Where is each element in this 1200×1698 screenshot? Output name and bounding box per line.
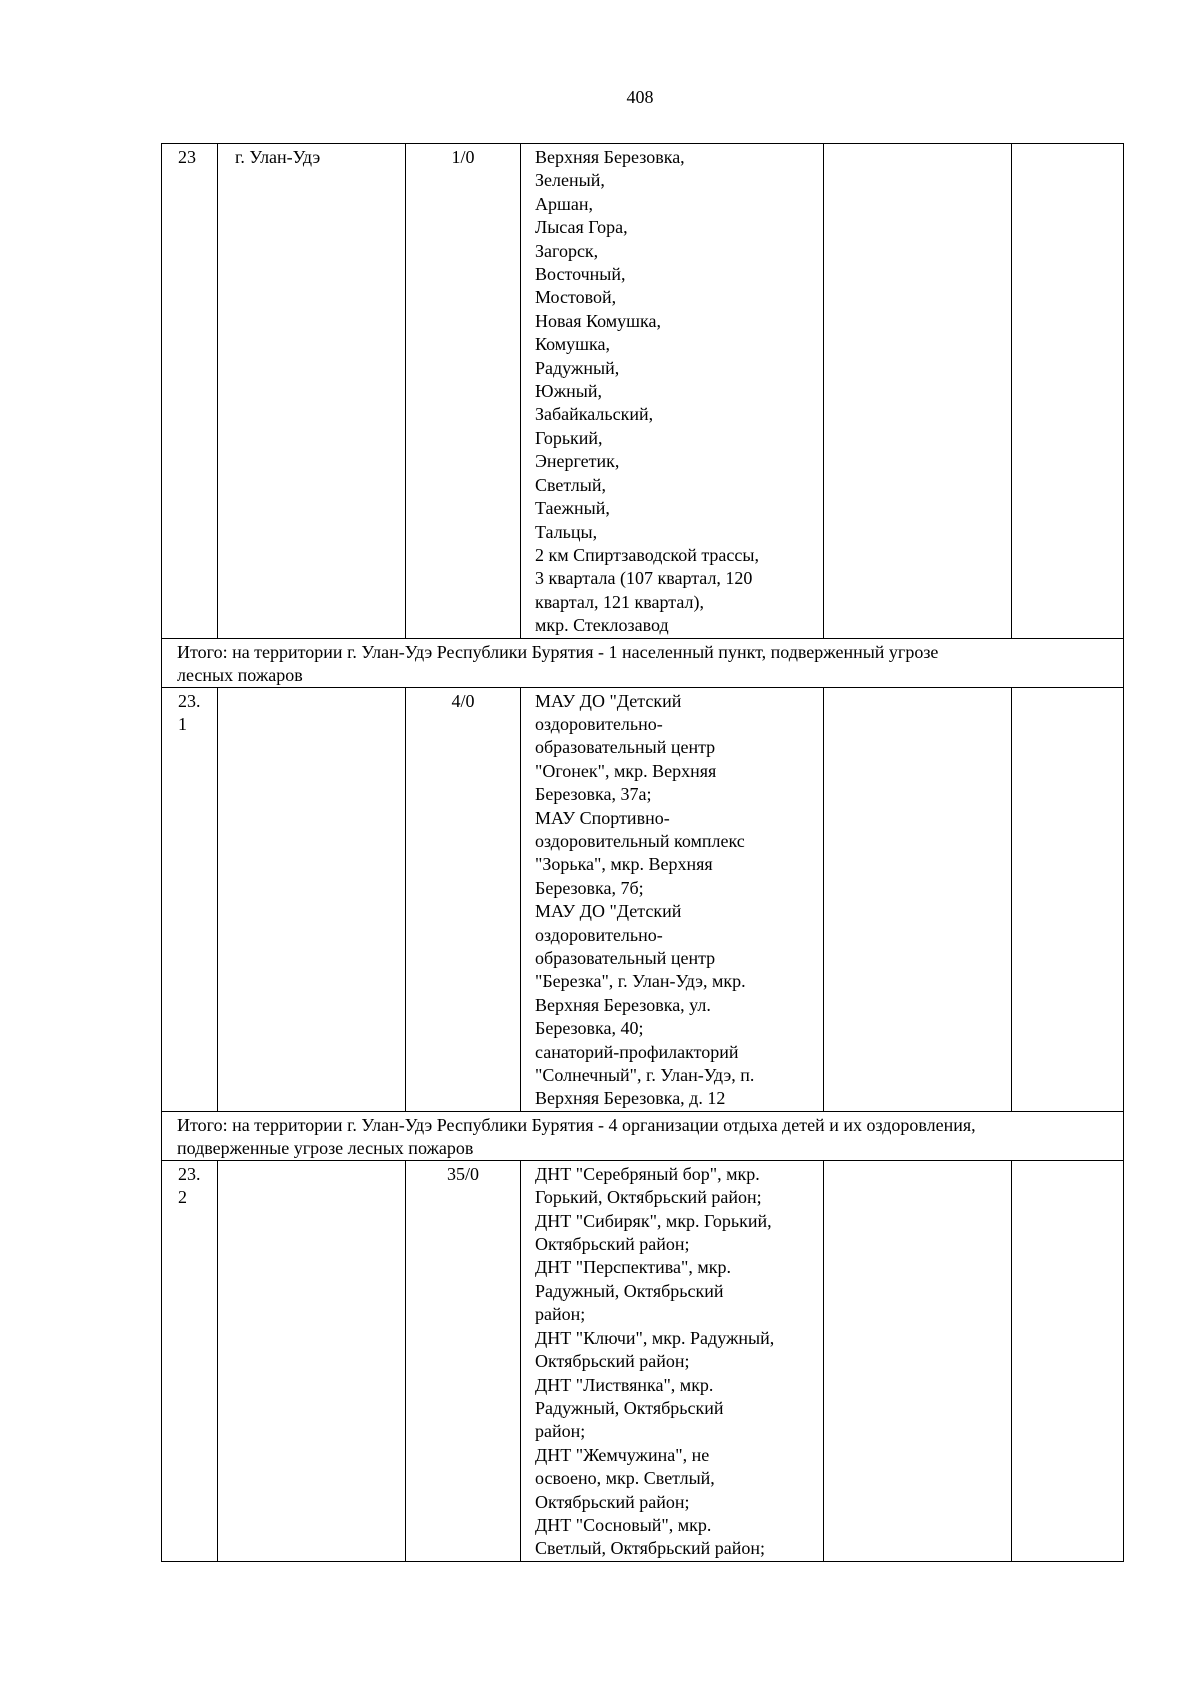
total-text	[162, 1111, 1124, 1160]
list-item: район;	[535, 1421, 586, 1442]
table-row	[162, 1160, 1124, 1561]
row-number	[162, 1160, 218, 1561]
list-item: Верхняя Березовка, д. 12	[535, 1088, 726, 1109]
list-item: ДНТ "Жемчужина", не	[535, 1444, 710, 1465]
list-item: ДНТ "Серебряный бор", мкр.	[535, 1163, 760, 1184]
list-item: Горький, Октябрьский район;	[535, 1187, 762, 1208]
list-item: ДНТ "Перспектива", мкр.	[535, 1257, 731, 1278]
list-item: ДНТ "Ключи", мкр. Радужный,	[535, 1327, 775, 1348]
list-item: Светлый, Октябрьский район;	[535, 1538, 766, 1559]
list-item: Октябрьский район;	[535, 1491, 690, 1512]
list-item: МАУ Спортивно-	[535, 807, 670, 828]
list-item: Верхняя Березовка,	[535, 147, 685, 167]
total-line: Итого: на территории г. Улан-Удэ Республики Бурятия - 1 населенный пункт, подверженный угрозе	[177, 641, 939, 662]
list-item: "Огонек", мкр. Верхняя	[535, 760, 717, 781]
empty-cell	[824, 687, 1012, 1111]
table-row	[162, 144, 1124, 639]
list-item: Радужный, Октябрьский	[535, 1397, 724, 1418]
list-item: оздоровительно-	[535, 924, 663, 945]
list-item: Южный,	[535, 381, 603, 402]
row-number	[162, 687, 218, 1111]
table-row	[162, 687, 1124, 1111]
list-item: Светлый,	[535, 474, 607, 495]
total-line: Итого: на территории г. Улан-Удэ Республики Бурятия - 4 организации отдыха детей и их оздоровления,	[177, 1114, 976, 1135]
count-value: 4/0	[406, 687, 521, 1111]
list-item: район;	[535, 1304, 586, 1325]
list-item: Зеленый,	[535, 170, 605, 191]
total-line: подверженные угрозе лесных пожаров	[177, 1137, 474, 1158]
list-item: Радужный, Октябрьский	[535, 1280, 724, 1301]
list-item: оздоровительный комплекс	[535, 830, 745, 851]
objects-list	[521, 1160, 824, 1561]
empty-cell	[824, 144, 1012, 639]
list-item: Березовка, 40;	[535, 1018, 644, 1039]
list-item: Октябрьский район;	[535, 1351, 690, 1372]
list-item: Березовка, 7б;	[535, 877, 644, 898]
total-row	[162, 1111, 1124, 1160]
registry-table	[161, 143, 1124, 1562]
list-item: МАУ ДО "Детский	[535, 690, 682, 711]
locality-name	[218, 1160, 406, 1561]
locality-name: г. Улан-Удэ	[218, 144, 406, 639]
list-item: ДНТ "Сибиряк", мкр. Горький,	[535, 1210, 772, 1231]
list-item: квартал, 121 квартал),	[535, 591, 704, 612]
empty-cell	[1012, 144, 1124, 639]
list-item: "Солнечный", г. Улан-Удэ, п.	[535, 1065, 755, 1086]
total-row	[162, 638, 1124, 687]
page-number: 408	[626, 87, 654, 107]
list-item: Таежный,	[535, 498, 610, 519]
list-item: "Березка", г. Улан-Удэ, мкр.	[535, 971, 746, 992]
list-item: Загорск,	[535, 240, 599, 261]
locality-name	[218, 687, 406, 1111]
list-item: ДНТ "Листвянка", мкр.	[535, 1374, 714, 1395]
empty-cell	[1012, 1160, 1124, 1561]
list-item: МАУ ДО "Детский	[535, 901, 682, 922]
objects-list	[521, 687, 824, 1111]
list-item: 3 квартала (107 квартал, 120	[535, 568, 753, 589]
list-item: Верхняя Березовка, ул.	[535, 994, 711, 1015]
objects-list	[521, 144, 824, 639]
count-value: 35/0	[406, 1160, 521, 1561]
list-item: мкр. Стеклозавод	[535, 615, 669, 636]
list-item: Радужный,	[535, 357, 620, 378]
list-item: оздоровительно-	[535, 713, 663, 734]
list-item: Лысая Гора,	[535, 217, 628, 238]
list-item: ДНТ "Сосновый", мкр.	[535, 1514, 712, 1535]
count-value: 1/0	[406, 144, 521, 639]
list-item: Восточный,	[535, 264, 626, 285]
total-text	[162, 638, 1124, 687]
list-item: Горький,	[535, 427, 603, 448]
row-number-part: 1	[178, 713, 187, 734]
row-number-part: 23.	[178, 690, 201, 711]
row-number-part: 2	[178, 1187, 187, 1208]
list-item: Забайкальский,	[535, 404, 654, 425]
row-number: 23	[162, 144, 218, 639]
list-item: освоено, мкр. Светлый,	[535, 1468, 715, 1489]
empty-cell	[1012, 687, 1124, 1111]
list-item: Аршан,	[535, 193, 593, 214]
list-item: Комушка,	[535, 334, 610, 355]
list-item: Октябрьский район;	[535, 1234, 690, 1255]
list-item: образовательный центр	[535, 948, 716, 968]
list-item: образовательный центр	[535, 737, 716, 758]
total-line: лесных пожаров	[177, 664, 303, 685]
list-item: "Зорька", мкр. Верхняя	[535, 854, 713, 875]
list-item: санаторий-профилакторий	[535, 1041, 739, 1062]
list-item: Мостовой,	[535, 287, 617, 308]
list-item: Березовка, 37а;	[535, 784, 652, 805]
list-item: Новая Комушка,	[535, 310, 662, 331]
empty-cell	[824, 1160, 1012, 1561]
list-item: Тальцы,	[535, 521, 598, 542]
row-number-part: 23.	[178, 1163, 201, 1184]
list-item: 2 км Спиртзаводской трассы,	[535, 544, 759, 565]
list-item: Энергетик,	[535, 451, 620, 472]
